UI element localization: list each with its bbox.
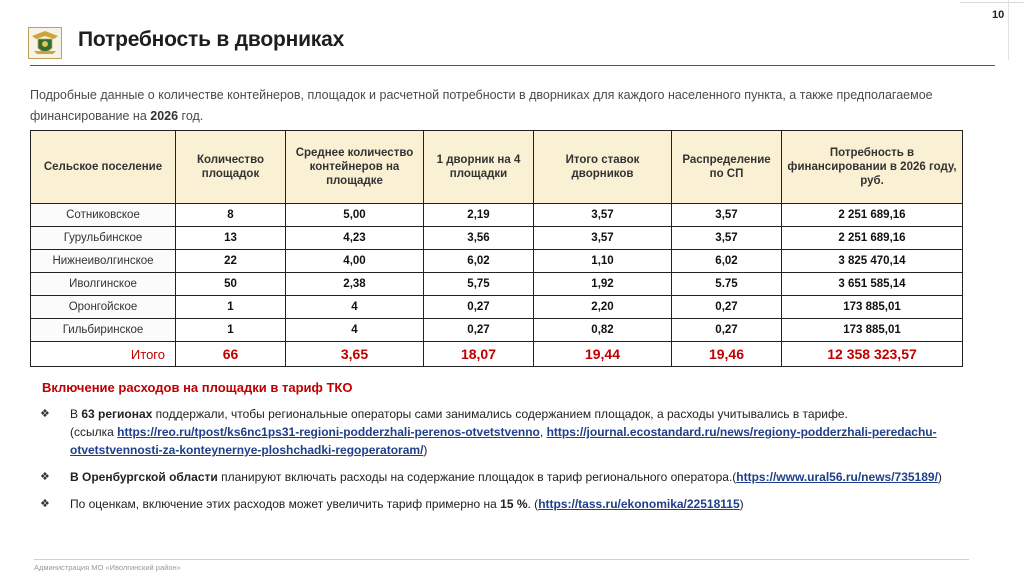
bullet1-text-c: (ссылка <box>70 425 118 439</box>
title-underline <box>30 65 995 66</box>
cell-avg-containers: 2,38 <box>286 273 424 296</box>
cell-sites: 1 <box>176 319 286 342</box>
coat-of-arms-logo <box>28 27 62 59</box>
cell-sites: 8 <box>176 204 286 227</box>
bullet1-bold: 63 регионах <box>81 407 153 421</box>
col-header-sweeper-per-sites: 1 дворник на 4 площадки <box>424 131 534 204</box>
cell-settlement: Оронгойское <box>31 296 176 319</box>
intro-year: 2026 <box>150 109 179 123</box>
cell-settlement: Сотниковское <box>31 204 176 227</box>
cell-sites: 22 <box>176 250 286 273</box>
table-row <box>31 204 963 227</box>
cell-sites: 1 <box>176 296 286 319</box>
diamond-bullet-icon: ❖ <box>40 498 50 510</box>
diamond-bullet-icon: ❖ <box>40 471 50 483</box>
bullet2-text-b: ) <box>937 470 942 484</box>
cell-distribution: 6,02 <box>672 250 782 273</box>
cell-sweeper-ratio: 0,27 <box>424 319 534 342</box>
cell-funding: 2 251 689,16 <box>782 227 963 250</box>
cell-sweeper-ratio: 2,19 <box>424 204 534 227</box>
section-title: Включение расходов на площадки в тариф ТКО <box>42 380 353 395</box>
page-number: 10 <box>992 9 1005 21</box>
table-row <box>31 250 963 273</box>
bullet3-text-c: ) <box>739 497 744 511</box>
cell-sites: 50 <box>176 273 286 296</box>
sweepers-table <box>30 130 963 367</box>
cell-total-rates: 1,10 <box>534 250 672 273</box>
cell-funding: 173 885,01 <box>782 319 963 342</box>
cell-distribution: 3,57 <box>672 227 782 250</box>
intro-suffix: год. <box>178 109 204 123</box>
intro-paragraph <box>30 85 1000 127</box>
bullet3-bold: 15 % <box>500 497 528 511</box>
cell-distribution: 0,27 <box>672 319 782 342</box>
cell-sweeper-ratio: 3,56 <box>424 227 534 250</box>
cell-total-rates: 3,57 <box>534 204 672 227</box>
footer-text: Администрация МО «Иволгинский район» <box>34 563 181 572</box>
col-header-total-rates: Итого ставок дворников <box>534 131 672 204</box>
slide-title: Потребность в дворниках <box>78 28 345 51</box>
bullet3-text-b: . ( <box>527 497 539 511</box>
cell-funding: 2 251 689,16 <box>782 204 963 227</box>
total-funding: 12 358 323,57 <box>782 342 963 367</box>
bullet-item <box>40 468 1000 486</box>
cell-settlement: Гурульбинское <box>31 227 176 250</box>
cell-sites: 13 <box>176 227 286 250</box>
cell-settlement: Гильбиринское <box>31 319 176 342</box>
col-header-funding-need: Потребность в финансировании в 2026 году, руб. <box>782 131 963 204</box>
cell-distribution: 5.75 <box>672 273 782 296</box>
cell-total-rates: 3,57 <box>534 227 672 250</box>
bullet-list <box>40 405 1000 522</box>
ecostandard-link[interactable]: https://journal.ecostandard.ru/news/regiony-podderzhali-peredachu-otvetstvennosti-za-konteynernye-ploshchadki-regoperatoram/ <box>70 425 937 457</box>
reo-link[interactable]: https://reo.ru/tpost/ks6nc1ps31-regioni-podderzhali-perenos-otvetstvenno <box>117 425 540 439</box>
col-header-distribution: Распределение по СП <box>672 131 782 204</box>
footer-divider <box>34 559 969 560</box>
cell-avg-containers: 4,23 <box>286 227 424 250</box>
cell-avg-containers: 5,00 <box>286 204 424 227</box>
bullet1-text-a: В <box>70 407 82 421</box>
cell-sweeper-ratio: 5,75 <box>424 273 534 296</box>
intro-prefix: Подробные данные о количестве контейнеров, площадок и расчетной потребности в дворниках для каждого населенного пункта, а также предполагаемое финансирование на <box>30 88 933 123</box>
col-header-avg-containers: Среднее количество контейнеров на площадке <box>286 131 424 204</box>
corner-decoration-top <box>960 2 1024 3</box>
cell-sweeper-ratio: 6,02 <box>424 250 534 273</box>
bullet2-bold: В Оренбургской области <box>70 470 218 484</box>
total-sites: 66 <box>176 342 286 367</box>
table-row <box>31 273 963 296</box>
cell-total-rates: 2,20 <box>534 296 672 319</box>
cell-avg-containers: 4 <box>286 296 424 319</box>
tass-link[interactable]: https://tass.ru/ekonomika/22518115 <box>538 497 740 511</box>
cell-total-rates: 1,92 <box>534 273 672 296</box>
table-row <box>31 227 963 250</box>
diamond-bullet-icon: ❖ <box>40 408 50 420</box>
ural56-link[interactable]: https://www.ural56.ru/news/735189/ <box>736 470 938 484</box>
col-header-sites-count: Количество площадок <box>176 131 286 204</box>
bullet-item <box>40 495 1000 513</box>
cell-avg-containers: 4,00 <box>286 250 424 273</box>
bullet3-text-a: По оценкам, включение этих расходов может увеличить тариф примерно на <box>70 497 501 511</box>
bullet1-text-b: поддержали, чтобы региональные операторы сами занимались содержанием площадок, а расходы учитывались в тарифе. <box>152 407 848 421</box>
cell-funding: 3 651 585,14 <box>782 273 963 296</box>
total-rates: 19,44 <box>534 342 672 367</box>
cell-funding: 173 885,01 <box>782 296 963 319</box>
total-distribution: 19,46 <box>672 342 782 367</box>
col-header-settlement: Сельское поселение <box>31 131 176 204</box>
cell-settlement: Иволгинское <box>31 273 176 296</box>
bullet1-sep: , <box>539 425 547 439</box>
cell-avg-containers: 4 <box>286 319 424 342</box>
table-header-row <box>31 131 963 204</box>
bullet2-text-a: планируют включать расходы на содержание площадок в тариф регионального оператора.( <box>217 470 737 484</box>
total-label: Итого <box>31 342 176 367</box>
bullet1-text-d: ) <box>423 443 428 457</box>
cell-settlement: Нижнеиволгинское <box>31 250 176 273</box>
corner-decoration-right <box>1008 0 1009 60</box>
cell-funding: 3 825 470,14 <box>782 250 963 273</box>
table-total-row <box>31 342 963 367</box>
cell-sweeper-ratio: 0,27 <box>424 296 534 319</box>
total-avg-containers: 3,65 <box>286 342 424 367</box>
bullet-item <box>40 405 1000 459</box>
total-sweeper-ratio: 18,07 <box>424 342 534 367</box>
cell-total-rates: 0,82 <box>534 319 672 342</box>
cell-distribution: 0,27 <box>672 296 782 319</box>
table-row <box>31 319 963 342</box>
table-row <box>31 296 963 319</box>
cell-distribution: 3,57 <box>672 204 782 227</box>
